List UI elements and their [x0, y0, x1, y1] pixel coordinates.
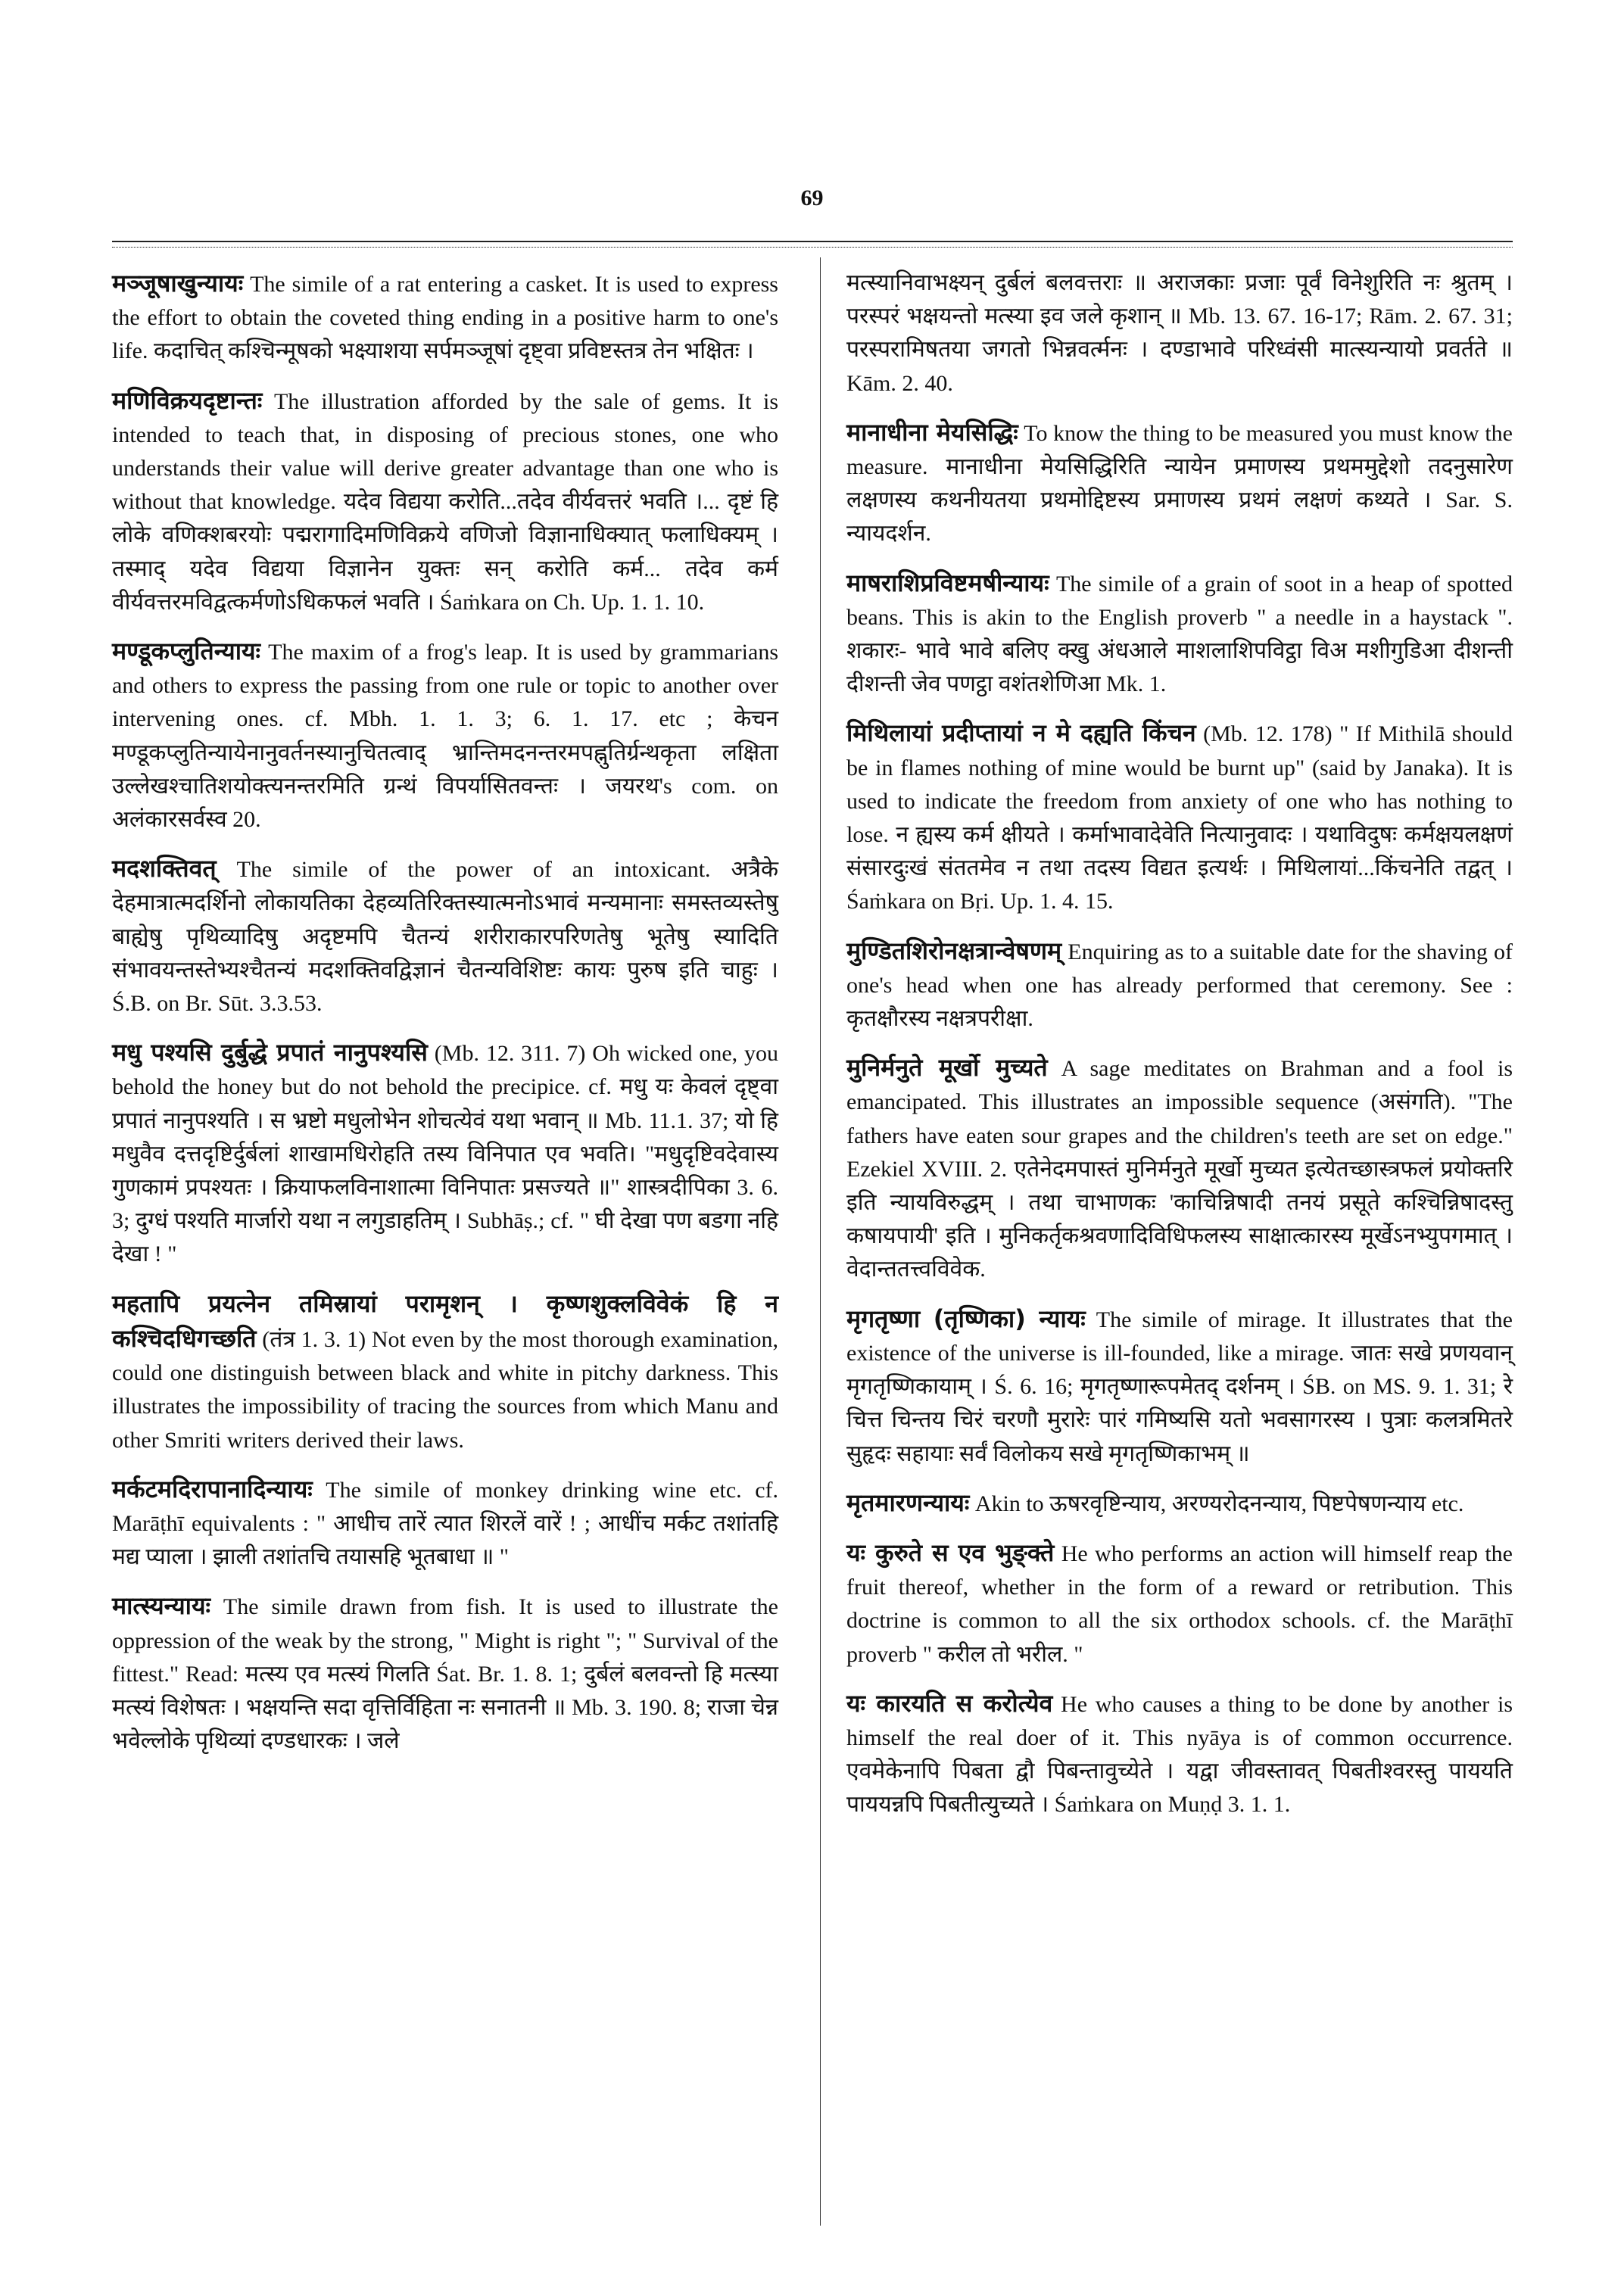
entry-text: Enquiring as to a suitable date for the shaving of one's head when one has already performed that ceremony. See : कृतक्षौरस्य नक्षत्रपरीक्षा. — [846, 939, 1513, 1032]
entry-headword: मृतमारणन्यायः — [846, 1488, 970, 1517]
entry-headword: यः कुरुते स एव भुङ्क्ते — [846, 1537, 1055, 1567]
entry-headword: मधु पश्यसि दुर्बुद्धे प्रपातं नानुपश्यसि — [112, 1038, 428, 1067]
entry-headword: मुनिर्मनुते मूर्खो मुच्यते — [846, 1053, 1048, 1083]
entry-headword: मणिविक्रयदृष्टान्तः — [112, 385, 263, 415]
entry — [112, 1287, 778, 1457]
entry — [112, 1036, 778, 1271]
entry-text: The simile of a rat entering a casket. It is used to express the effort to obtain the coveted thing ending in a positive harm to one's life. कदाचित् कश्चिन्मूषको भक्ष्याशया सर्पमञ्जूषां दृष्ट्वा प्रविष्टस्तत्र तेन भक्षितः । — [112, 272, 778, 364]
entry-headword: मृगतृष्णा (तृष्णिका) न्यायः — [846, 1304, 1086, 1333]
entry-headword: मानाधीना मेयसिद्धिः — [846, 417, 1018, 447]
entry-headword: मर्कटमदिरापानादिन्यायः — [112, 1474, 313, 1503]
entry-headword: माषराशिप्रविष्टमषीन्यायः — [846, 568, 1049, 597]
entry-text: The simile of mirage. It illustrates that the existence of the universe is ill-founded, like a mirage. जातः सखे प्रणयवान् मृगतृष्णिकायाम् । Ś. 6. 16; मृगतृष्णारूपमेतद् दर्शनम् । ŚB. on MS. 9. 1. 31; रे चित्त चिन्तय चिरं चरणौ मुरारेः पारं गमिष्यसि यतो भवसागरस्य । पुत्राः कलत्रमितरे सुहृदः सहायाः सर्वं विलोकय सखे मृगतृष्णिकाभम् ॥ — [846, 1307, 1513, 1466]
header-rule-dotted — [112, 247, 1513, 248]
entry-text: To know the thing to be measured you must know the measure. मानाधीना मेयसिद्धिरिति न्यायेन प्रमाणस्य प्रथममुद्देशो तदनुसारेण लक्षणस्य कथनीयतया प्रथमोद्दिष्टस्य प्रमाणस्य प्रथमं लक्षणं कथ्यते । Sar. S. न्यायदर्शन. — [846, 420, 1513, 547]
entry — [846, 416, 1513, 551]
entry — [112, 384, 778, 619]
entry-text: He who causes a thing to be done by another is himself the real doer of it. This nyāya is of common occurrence. एवमेकेनापि पिबता द्वौ पिबन्तावुच्येते । यद्वा जीवस्तावत् पिबतीश्वरस्तु पाययति पाययन्नपि पिबतीत्युच्यते । Śaṁkara on Muṇḍ 3. 1. 1. — [846, 1691, 1513, 1818]
entry — [112, 266, 778, 369]
column-divider — [820, 257, 821, 2226]
entry-headword: मात्स्यन्यायः — [112, 1591, 210, 1621]
entry — [846, 716, 1513, 918]
entry-text: Akin to ऊषरवृष्टिन्याय, अरण्यरोदनन्याय, पिष्टपेषणन्याय etc. — [969, 1491, 1464, 1516]
entry — [112, 1589, 778, 1758]
entry-text: The simile of monkey drinking wine etc. cf. Marāṭhī equivalents : " आधीच तारें त्यात शिरलें वारें ! ; आधींच मर्कट तशांतहि मद्य प्याला । झाली तशांतचि तयासहि भूतबाधा ॥ " — [112, 1477, 778, 1570]
entry — [846, 1302, 1513, 1471]
entry-text: He who performs an action will himself reap the fruit thereof, whether in the form of a reward or retribution. This doctrine is common to all the six orthodox schools. cf. the Marāṭhī proverb " करील तो भरील. " — [846, 1541, 1513, 1667]
entry-text: The illustration afforded by the sale of gems. It is intended to teach that, in disposing of precious stones, one who understands their value will derive greater advantage than one who is without that knowledge. यदेव विद्यया करोति...तदेव वीर्यवत्तरं भवति ।... दृष्टं हि लोके वणिक्शबरयोः पद्मरागादिमणिविक्रये वणिजो विज्ञानाधिक्यात् फलाधिक्यम् । तस्माद् यदेव विद्यया विज्ञानेन युक्तः सन् करोति कर्म... तदेव कर्म वीर्यवत्तरमविद्वत्कर्मणोऽधिकफलं भवति । Śaṁkara on Ch. Up. 1. 1. 10. — [112, 388, 778, 615]
entry-headword: मिथिलायां प्रदीप्तायां न मे दह्यति किंचन — [846, 718, 1196, 748]
entry-headword: मुण्डितशिरोनक्षत्रान्वेषणम् — [846, 936, 1062, 965]
entry-headword: मञ्जूषाखुन्यायः — [112, 269, 244, 298]
header-rule — [112, 241, 1513, 242]
entry-text: A sage meditates on Brahman and a fool is emancipated. This illustrates an impossible sequence (असंगति). "The fathers have eaten sour grapes and the children's teeth are set on edge." Ezekiel XVIII. 2. एतेनेदमपास्तं मुनिर्मनुते मूर्खो मुच्यत इत्येतच्छास्त्रफलं प्रयोक्तरि इति न्यायविरुद्धम् । तथा चाभाणकः 'काचिन्निषादी तनयं प्रसूते कश्चिन्निषादस्तु कषायपायी' इति । मुनिकर्तृकश्रवणादिविधिफलस्य साक्षात्कारस्य मूर्खेऽनभ्युपगमात् । वेदान्ततत्त्वविवेक. — [846, 1056, 1513, 1282]
entry-text: The simile drawn from fish. It is used to illustrate the oppression of the weak by the strong, " Might is right "; " Survival of the fittest." Read: मत्स्य एव मत्स्यं गिलति Śat. Br. 1. 8. 1; दुर्बलं बलवन्तो हि मत्स्या मत्स्यं विशेषतः । भक्षयन्ति सदा वृत्तिर्विहिता नः सनातनी ॥ Mb. 3. 190. 8; राजा चेन्न भवेल्लोके पृथिव्यां दण्डधारकः । जले — [112, 1594, 778, 1754]
entry-headword: महतापि प्रयत्नेन तमिस्रायां परामृशन् । कृष्णशुक्लविवेकं हि न कश्चिदधिगच्छति — [112, 1288, 778, 1353]
entry — [846, 1051, 1513, 1286]
entry-text: (तंत्र 1. 3. 1) Not even by the most thorough examination, could one distinguish between black and white in pitchy darkness. This illustrates the impossibility of tracing the sources from which Manu and other Smriti writers derived their laws. — [112, 1326, 778, 1453]
entry-headword: मदशक्तिवत् — [112, 854, 217, 883]
left-column — [112, 266, 778, 1773]
entry-text: (Mb. 12. 178) " If Mithilā should be in flames nothing of mine would be burnt up" (said by Janaka). It is used to indicate the freedom from anxiety of one who has nothing to lose. न ह्यस्य कर्म क्षीयते । कर्माभावादेवेति नित्यानुवादः । यथाविदुषः कर्मक्षयलक्षणं संसारदुःखं संततमेव न तथा तदस्य विद्यत इत्यर्थः । मिथिलायां...किंचनेति तद्वत् । Śaṁkara on Bṛi. Up. 1. 4. 15. — [846, 721, 1513, 914]
page-number: 69 — [800, 185, 824, 210]
entry-text: मत्स्यानिवाभक्ष्यन् दुर्बलं बलवत्तराः ॥ अराजकाः प्रजाः पूर्वं विनेशुरिति नः श्रुतम् । परस्परं भक्षयन्तो मत्स्या इव जले कृशान् ॥ Mb. 13. 67. 16-17; Rām. 2. 67. 31; परस्परामिषतया जगतो भिन्नवर्त्मनः । दण्डाभावे परिध्वंसी मात्स्यन्यायो प्रवर्तते ॥ Kām. 2. 40. — [846, 270, 1513, 396]
entry-text: The maxim of a frog's leap. It is used by grammarians and others to express the passing from one rule or topic to another over intervening ones. cf. Mbh. 1. 1. 3; 6. 1. 17. etc ; केचन मण्डूकप्लुतिन्यायेनानुवर्तनस्यानुचितत्वाद् भ्रान्तिमदनन्तरमपह्नुतिर्ग्रन्थकृता लक्षिता उल्लेखश्चातिशयोक्त्यनन्तरमिति ग्रन्थं विपर्यासितवन्तः । जयरथ's com. on अलंकारसर्वस्व 20. — [112, 640, 778, 833]
entry-text: The simile of a grain of soot in a heap of spotted beans. This is akin to the English proverb " a needle in a haystack ". शकारः- भावे भावे बलिए क्खु अंधआले माशलाशिपविट्ठा विअ मशीगुडिआ दीशन्ती दीशन्ती जेव पणट्ठा वशंतशेणिआ Mk. 1. — [846, 571, 1513, 697]
entry — [112, 852, 778, 1020]
entry-text: The simile of the power of an intoxicant. अत्रैके देहमात्रात्मदर्शिनो लोकायतिका देहव्यतिरिक्तस्यात्मनोऽभावं मन्यमानाः समस्तव्यस्तेषु बाह्येषु पृथिव्यादिषु अदृष्टमपि चैतन्यं शरीराकारपरिणतेषु भूतेषु स्यादिति संभावयन्तस्तेभ्यश्चैतन्यं मदशक्तिवद्विज्ञानं चैतन्यविशिष्टः कायः पुरुष इति चाहुः । Ś.B. on Br. Sūt. 3.3.53. — [112, 857, 778, 1017]
entry — [846, 934, 1513, 1036]
entry-continued — [846, 266, 1513, 400]
entry — [846, 1687, 1513, 1822]
entry-text: (Mb. 12. 311. 7) Oh wicked one, you behold the honey but do not behold the precipice. cf. मधु यः केवलं दृष्ट्वा प्रपातं नानुपश्यति । स भ्रष्टो मधुलोभेन शोचत्येवं यथा भवान् ॥ Mb. 11.1. 37; यो हि मधुवैव दत्तदृष्टिर्दुर्बलां शाखामधिरोहति तस्य विनिपात एव भवति। "मधुदृष्टिवदेवास्य गुणकामं प्रपश्यतः । क्रियाफलविनाशात्मा विनिपातः प्रसज्यते ॥" शास्त्रदीपिका 3. 6. 3; दुग्धं पश्यति मार्जारो यथा न लगुडाहतिम् । Subhāṣ.; cf. " घी देखा पण बडगा नहि देखा ! " — [112, 1041, 779, 1267]
entry — [846, 1486, 1513, 1521]
right-column — [846, 266, 1513, 1837]
entry — [112, 1472, 778, 1575]
entry — [846, 566, 1513, 702]
entry — [846, 1536, 1513, 1671]
entry-headword: मण्डूकप्लुतिन्यायः — [112, 637, 261, 666]
entry — [112, 634, 778, 837]
entry-headword: यः कारयति स करोत्येव — [846, 1688, 1053, 1718]
